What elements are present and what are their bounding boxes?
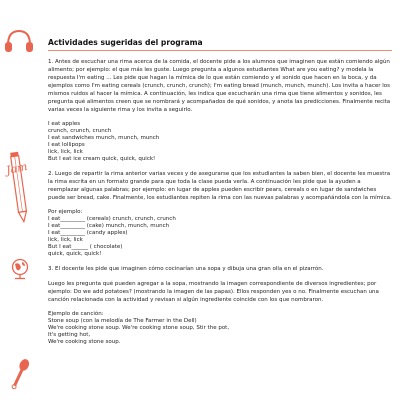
example-line: I eat_________ (cake) munch, munch, munch <box>48 223 170 229</box>
song-line: It's getting hot, <box>48 332 91 338</box>
rhyme-line: I eat lollipops <box>48 142 85 148</box>
example-line: But I eat______ ( chocolate) <box>48 244 123 250</box>
page-title: Actividades sugeridas del programa <box>48 38 392 51</box>
example-block <box>48 209 392 258</box>
example-line: I eat_________ (candy apples) <box>48 230 128 236</box>
activity-3-followup: Luego les pregunta qué pueden agregar a la sopa, mostrando la imagen correspondiente de diversos ingredientes; por ejemplo: Do we add potatoes? (mostrando la imagen de las papas). Ellos responden yes o no. Finalmente escuchan una canción relacionada con la actividad y revisan si algún ingrediente coincide con los que nombraron. <box>48 281 379 303</box>
song-line: We're cooking stone soup. We're cooking stone soup, Stir the pot, <box>48 325 230 331</box>
song-block <box>48 311 392 346</box>
microphone-icon <box>11 357 29 391</box>
headphones-icon <box>4 28 34 54</box>
rhyme-line: But I eat ice cream quick, quick, quick! <box>48 156 156 162</box>
rhyme-block <box>48 121 392 163</box>
globe-icon <box>10 258 30 280</box>
song-line: We're cooking stone soup. <box>48 339 121 345</box>
activity-2-paragraph: 2. Luego de repartir la rima anterior varias veces y de asegurarse que los estudiantes la saben bien, el docente les muestra la rima escrita en un formato grande para que toda la clase pueda verla. A continuación les pide que la ayuden a reemplazar algunas palabras; por ejemplo: en lugar de apples pueden escribir pears, cereals o en lugar de sandwiches puede ser bread, cake. Finalmente, los estudiantes repiten la rima con las nuevas palabras y acompañándola con la mímica. <box>48 171 392 201</box>
example-label: Por ejemplo: <box>48 209 83 215</box>
song-label: Ejemplo de canción: <box>48 311 104 317</box>
example-line: lick, lick, lick <box>48 237 83 243</box>
song-line: Stone soup (con la melodía de The Farmer in the Dell) <box>48 318 197 324</box>
margin-word: Jam <box>4 159 29 178</box>
decorative-margin <box>0 0 38 400</box>
document-body <box>48 38 392 353</box>
example-line: quick, quick, quick! <box>48 251 102 257</box>
rhyme-line: I eat sandwiches munch, munch, munch <box>48 135 160 141</box>
rhyme-line: I eat apples <box>48 121 81 127</box>
example-line: I eat_________ (cereals) crunch, crunch, crunch <box>48 216 176 222</box>
rhyme-line: lick, lick, lick <box>48 149 83 155</box>
activity-3-paragraph: 3. El docente les pide que imaginen cómo cocinarían una sopa y dibuja una gran olla en el pizarrón. <box>48 266 324 272</box>
rhyme-line: crunch, crunch, crunch <box>48 128 112 134</box>
activity-1-paragraph: 1. Antes de escuchar una rima acerca de la comida, el docente pide a los alumnos que imaginen que están comiendo algún alimento; por ejemplo: el que más les guste. Luego pregunta a algunos estudiantes What are you eating? y modela la respuesta I'm eating ... Les pide que hagan la mímica de lo que están comiendo y el sonido que hacen en la boca, y da ejemplos como I'm eating cereals (crunch, crunch, crunch); I'm eating bread (munch, munch, munch). Los invita a hacer los mismos ruidos al hacer la mímica. A continuación, les indica que escucharán una rima que tiene alimentos y sonidos, les pregunta qué alimentos creen que se nombrará y acompañados de qué sonidos, y anota las predicciones. Finalmente recita varias veces la siguiente rima y los invita a seguirlo. <box>48 59 391 113</box>
pencil-icon <box>8 150 30 224</box>
